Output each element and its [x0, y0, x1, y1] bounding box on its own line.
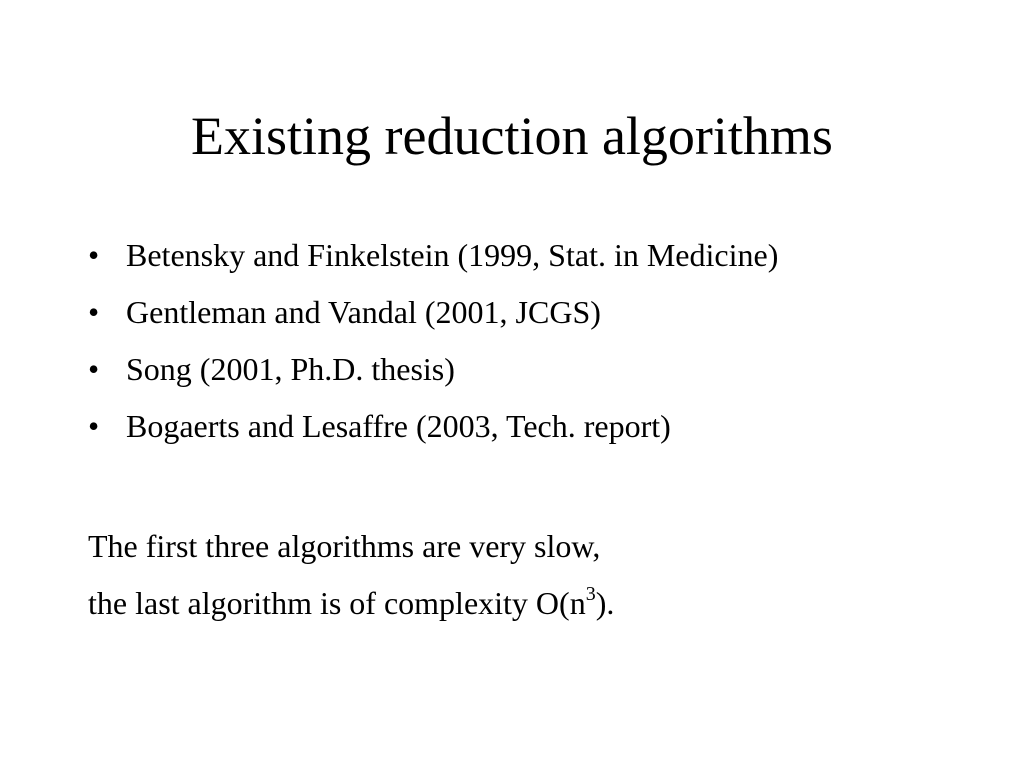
bullet-icon: • [88, 237, 100, 273]
note-line-2-prefix: the last algorithm is of complexity O(n [88, 585, 586, 621]
complexity-exponent: 3 [585, 583, 596, 605]
note-line-1: The first three algorithms are very slow, [88, 528, 601, 564]
bullet-icon: • [88, 351, 100, 387]
note-line-2-suffix: ). [595, 585, 615, 621]
slide-title: Existing reduction algorithms [191, 106, 833, 166]
note-line-2 [88, 575, 614, 632]
list-item-text: Song (2001, Ph.D. thesis) [126, 351, 455, 387]
list-item-text: Gentleman and Vandal (2001, JCGS) [126, 294, 601, 330]
list-item-text: Betensky and Finkelstein (1999, Stat. in Medicine) [126, 237, 779, 273]
list-item-text: Bogaerts and Lesaffre (2003, Tech. report) [126, 408, 671, 444]
bullet-icon: • [88, 294, 100, 330]
complexity-note [88, 518, 614, 632]
bullet-icon: • [88, 408, 100, 444]
